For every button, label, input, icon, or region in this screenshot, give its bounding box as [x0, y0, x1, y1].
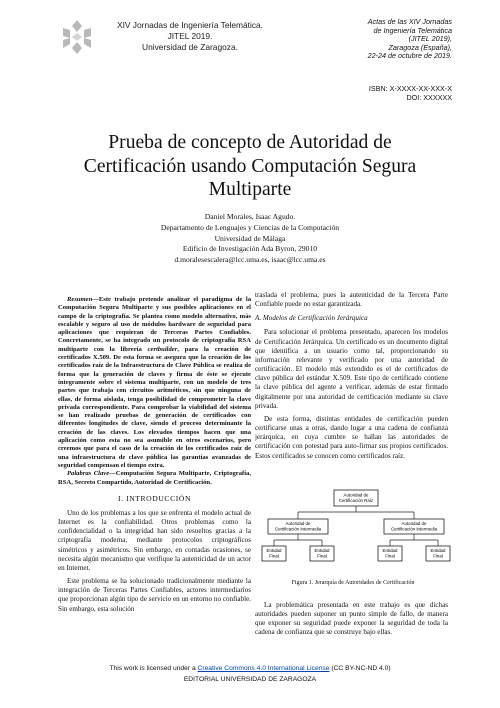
figure-caption: Figura 1. Jerarquía de Autoridades de Certificación [291, 580, 415, 586]
abstract-text-2: , para la creación de certificados X.509. De esta forma se asegura que la creación de los certificados raíz de la Infraestructura de Clave Pública se realiza de forma que la generación de claves y firma de éste se ejecute íntegramente sobre el sistema multiparte, con un modelo de tres partes que trabaja con circuitos aritméticos, sin que ninguna de ellas, de forma aislada, tenga posibilidad de comprometer la clave privada correspondiente. Para comprobar la viabilidad del sistema se han realizado pruebas de generación de certificados con diferentes longitudes de clave, siendo el proceso determinante la creación de las claves. Los elevados tiempos hacen que una aplicación como esta no sea asumible en otros escenarios, pero creemos que para el caso de la creación de los certificados raíz de una infraestructura de clave pública las garantías avanzadas de seguridad compensan el tiempo extra. [58, 345, 251, 469]
paragraph: Uno de los problemas a los que se enfrenta el modelo actual de Internet es la confiabilidad. Otros problemas como la confidencialidad o la integridad han sido resueltos gracias a la criptografía moderna, mediante protocolos criptográficos simétricos y asimétricos. Sin embargo, en contadas ocasiones, se necesita algún mecanismo que verifique la autenticidad de un actor en Internet. [58, 508, 251, 572]
end-entity-label: Final [269, 553, 279, 559]
proceedings-line: de Ingeniería Telemática [373, 25, 452, 35]
author-emails: d.moralesescalera@lcc.uma.es, isaac@lcc.uma.es [174, 255, 326, 265]
end-entity-node [378, 546, 402, 561]
intermediate-ca-label: Autoridad de [285, 521, 311, 526]
end-entity-label: Entidad [382, 548, 398, 553]
paper-title [40, 131, 460, 202]
conference-line: Universidad de Zaragoza. [142, 42, 238, 53]
intermediate-ca-node [384, 519, 444, 534]
paragraph: La problemática presentada en este trabajo es que dichas autoridades pueden suponer un punto simple de fallo, de manera que exponer su seguridad puede exponer la seguridad de toda la cadena de confianza que se construye bajo ellas. [255, 601, 448, 637]
doi: DOI: XXXXXX [406, 93, 452, 103]
abstract-library: certbuilder [147, 345, 178, 353]
proceedings-line: (JITEL 2019), [408, 34, 452, 44]
left-column [58, 296, 251, 614]
end-entity-label: Entidad [430, 548, 446, 553]
abstract-lead: Resumen— [67, 296, 99, 303]
proceedings-line: 22-24 de octubre de 2019. [367, 51, 452, 61]
license-link[interactable]: Creative Commons 4.0 International License [197, 665, 330, 672]
keywords-text: Computación Segura Multiparte, Criptografía, RSA, Secreto Compartido, Autoridad de Certificación. [58, 470, 251, 486]
license-prefix: This work is licensed under a [109, 665, 198, 672]
paragraph: De esta forma, distintas entidades de certificación pueden certificarse unas a otras, dando lugar a una cadena de confianza jerárquica, en cuya cumbre se hallan las autoridades de certificación con potestad para auto-firmar sus propios certificados. Estos certificados se conocen como certificados raíz. [255, 414, 448, 460]
conference-line: JITEL 2019. [167, 31, 213, 42]
author-address: Edificio de Investigación Ada Byron, 29010 [182, 244, 318, 254]
paragraph: Para solucionar el problema presentado, aparecen los modelos de Certificación Jerárquica. Un certificado es un documento digital que identifica a un usuario como tal, proporcionando su información relevante y verificado por una autoridad de certificación. El modelo más extendido es el de certificados de clave pública del estándar X.509. Este tipo de certificado contiene la clave pública del agente a verificar, además de estar firmado digitalmente por una autoridad de certificación mediante su clave privada. [255, 328, 448, 410]
right-column [255, 291, 448, 461]
root-ca-label: Certificación Raíz [338, 498, 374, 503]
hierarchy-figure [258, 488, 454, 568]
right-column-bottom [255, 601, 448, 638]
abstract [58, 296, 251, 470]
title-line: Prueba de concepto de Autoridad de [108, 132, 392, 153]
title-line: Multiparte [208, 179, 292, 200]
root-ca-label: Autoridad de [343, 492, 369, 498]
intermediate-ca-label: Certificación Intermedia [390, 526, 438, 532]
paragraph: traslada el problema, pues la autenticidad de la Tercera Parte Confiable puede no estar garantizada. [255, 291, 448, 309]
end-entity-label: Final [385, 553, 395, 559]
proceedings-line: Actas de las XIV Jornadas [367, 17, 452, 26]
proceedings-line: Zaragoza (España), [388, 42, 452, 52]
subsection-heading: A. Modelos de Certificación Jerárquica [255, 314, 368, 323]
end-entity-label: Final [433, 553, 443, 559]
end-entity-label: Entidad [314, 548, 330, 553]
end-entity-node [310, 546, 334, 561]
end-entity-label: Final [317, 553, 327, 559]
intermediate-ca-node [268, 519, 328, 534]
paragraph: Este problema se ha solucionado tradicionalmente mediante la integración de Terceras Partes Confiables, actores intermediarios que proporcionan algún tipo de servicio en un entorno no confiable. Sin embargo, esta solución [58, 577, 251, 613]
conference-line: XIV Jornadas de Ingeniería Telemática. [116, 20, 264, 30]
conference-info [100, 20, 280, 54]
identifiers [330, 84, 452, 103]
root-ca-node [334, 490, 378, 506]
conference-logo [58, 18, 96, 56]
author-department: Departamento de Lenguajes y Ciencias de la Computación [160, 222, 340, 232]
section-heading: I. INTRODUCCIÓN [117, 493, 192, 503]
license-suffix: (CC BY-NC-ND 4.0) [329, 665, 391, 672]
author-block [40, 212, 460, 266]
keywords-lead: Palabras Clave— [67, 470, 116, 478]
end-entity-node [426, 546, 450, 561]
license-footer [40, 665, 460, 672]
proceedings-info [330, 18, 452, 61]
keywords [58, 470, 251, 487]
author-university: Universidad de Málaga [214, 233, 286, 243]
isbn: ISBN: X-XXXX-XX-XXX-X [368, 84, 452, 93]
abstract-text: Este trabajo pretende analizar el paradigma de la Computación Segura Multiparte y sus posibles aplicaciones en el campo de la criptografía. Se plantea como modelo alternativo, más escalable y seguro al uso de módulos hardware de seguridad para aplicaciones que requieran de Terceras Partes Confiables. Concretamente, se ha integrado un protocolo de criptografía RSA multiparte con la librería [58, 296, 251, 353]
intermediate-ca-label: Certificación Intermedia [274, 526, 322, 532]
end-entity-label: Entidad [266, 548, 282, 553]
publisher-footer: EDITORIAL UNIVERSIDAD DE ZARAGOZA [183, 676, 317, 683]
end-entity-node [262, 546, 286, 561]
author-names: Daniel Morales, Isaac Agudo. [204, 212, 296, 221]
intermediate-ca-label: Autoridad de [401, 521, 427, 526]
title-line: Certificación usando Computación Segura [83, 155, 417, 177]
